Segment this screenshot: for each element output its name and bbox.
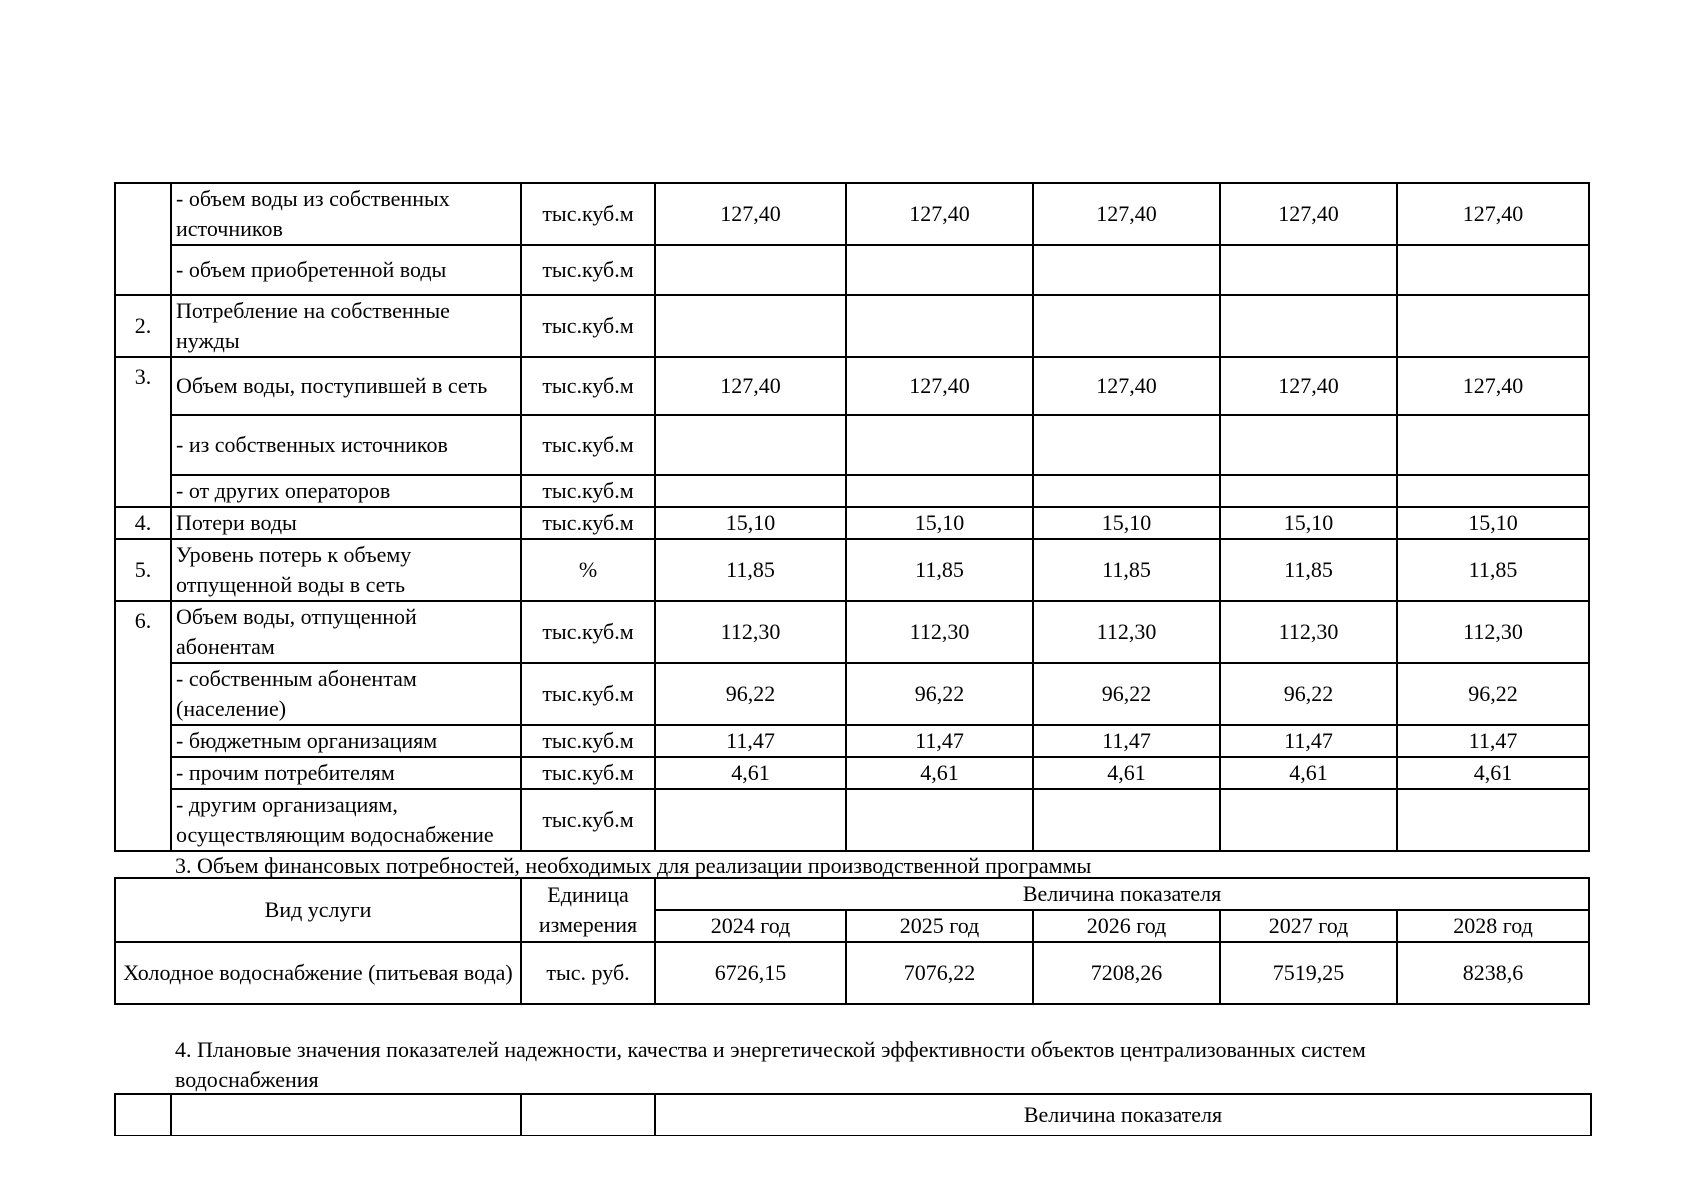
indicator-label-cell: - объем приобретенной воды — [171, 245, 521, 295]
value-cell: 11,85 — [1033, 539, 1220, 601]
value-cell — [1397, 415, 1589, 475]
indicator-label-cell: - собственным абонентам (население) — [171, 663, 521, 725]
indicator-label-cell: - из собственных источников — [171, 415, 521, 475]
value-cell — [1397, 789, 1589, 851]
value-cell: 11,47 — [1033, 725, 1220, 757]
value-cell — [1220, 295, 1397, 357]
year-header: 2024 год — [655, 910, 846, 942]
value-cell — [655, 415, 846, 475]
year-header: 2027 год — [1220, 910, 1397, 942]
col-value-header: Величина показателя — [655, 878, 1589, 910]
row-number-cell: 4. — [115, 507, 171, 539]
value-cell: 4,61 — [846, 757, 1033, 789]
value-cell: 127,40 — [1397, 357, 1589, 415]
value-cell — [1397, 295, 1589, 357]
value-cell — [1220, 415, 1397, 475]
table-row — [115, 789, 1589, 851]
value-cell — [655, 475, 846, 507]
unit-cell: тыс.куб.м — [521, 183, 655, 245]
value-cell: 4,61 — [1033, 757, 1220, 789]
value-cell: 127,40 — [1033, 183, 1220, 245]
value-cell: 7208,26 — [1033, 942, 1220, 1004]
unit-cell: тыс.куб.м — [521, 725, 655, 757]
value-cell: 112,30 — [655, 601, 846, 663]
indicator-label-cell: - от других операторов — [171, 475, 521, 507]
value-cell: 11,47 — [655, 725, 846, 757]
value-cell: 11,47 — [1220, 725, 1397, 757]
value-cell — [655, 295, 846, 357]
value-cell: 4,61 — [655, 757, 846, 789]
value-cell: 127,40 — [1220, 357, 1397, 415]
value-cell — [846, 415, 1033, 475]
value-cell: 127,40 — [846, 183, 1033, 245]
table-row — [115, 601, 1589, 663]
value-cell — [846, 475, 1033, 507]
value-cell: 15,10 — [655, 507, 846, 539]
indicator-label-cell: Потери воды — [171, 507, 521, 539]
financial-needs-table — [114, 877, 1590, 1005]
page-bottom-blank — [0, 1136, 1698, 1200]
indicator-label-cell: - другим организациям, осуществляющим водоснабжение — [171, 789, 521, 851]
value-cell: 96,22 — [1220, 663, 1397, 725]
table-row — [115, 539, 1589, 601]
value-cell: 4,61 — [1220, 757, 1397, 789]
value-cell: 7519,25 — [1220, 942, 1397, 1004]
unit-cell: тыс.куб.м — [521, 245, 655, 295]
value-cell: 8238,6 — [1397, 942, 1589, 1004]
unit-cell: тыс.куб.м — [521, 507, 655, 539]
indicator-label-cell: Потребление на собственные нужды — [171, 295, 521, 357]
value-cell — [655, 789, 846, 851]
row-number-cell: 5. — [115, 539, 171, 601]
value-cell: 96,22 — [655, 663, 846, 725]
indicator-label-cell: Объем воды, поступившей в сеть — [171, 357, 521, 415]
number-header — [115, 1094, 171, 1136]
value-cell: 127,40 — [655, 183, 846, 245]
table-row — [115, 415, 1589, 475]
value-cell — [846, 295, 1033, 357]
row-number-cell: 2. — [115, 295, 171, 357]
value-cell: 11,85 — [1220, 539, 1397, 601]
value-cell — [846, 245, 1033, 295]
value-cell — [1220, 475, 1397, 507]
year-header: 2025 год — [846, 910, 1033, 942]
value-cell — [1220, 789, 1397, 851]
col-unit-header: Единица измерения — [521, 878, 655, 942]
value-cell — [1397, 475, 1589, 507]
value-cell — [1033, 295, 1220, 357]
year-header: 2028 год — [1397, 910, 1589, 942]
value-cell — [1033, 415, 1220, 475]
value-cell: 15,10 — [846, 507, 1033, 539]
row-number-cell — [115, 183, 171, 295]
value-cell — [1397, 245, 1589, 295]
table-row — [115, 507, 1589, 539]
value-cell: 15,10 — [1220, 507, 1397, 539]
value-cell: 7076,22 — [846, 942, 1033, 1004]
row-number-cell: 6. — [115, 601, 171, 851]
table-row — [115, 245, 1589, 295]
value-cell: 127,40 — [655, 357, 846, 415]
service-name-cell: Холодное водоснабжение (питьевая вода) — [115, 942, 521, 1004]
value-cell: 4,61 — [1397, 757, 1589, 789]
indicator-label-cell: - бюджетным организациям — [171, 725, 521, 757]
unit-cell: % — [521, 539, 655, 601]
unit-cell: тыс.куб.м — [521, 475, 655, 507]
indicator-label-cell: Уровень потерь к объему отпущенной воды в сеть — [171, 539, 521, 601]
value-cell: 127,40 — [1033, 357, 1220, 415]
unit-cell: тыс. руб. — [521, 942, 655, 1004]
value-cell — [1220, 245, 1397, 295]
table-row — [115, 663, 1589, 725]
year-header: 2026 год — [1033, 910, 1220, 942]
value-cell: 112,30 — [1397, 601, 1589, 663]
indicator-header — [171, 1094, 521, 1136]
value-cell: 11,85 — [1397, 539, 1589, 601]
value-cell — [846, 789, 1033, 851]
table-row — [115, 183, 1589, 245]
value-cell: 96,22 — [1397, 663, 1589, 725]
table-row — [115, 475, 1589, 507]
section-4-heading: 4. Плановые значения показателей надежности, качества и энергетической эффективности объектов централизованных систем водоснабжения — [175, 1037, 1366, 1092]
indicator-label-cell: Объем воды, отпущенной абонентам — [171, 601, 521, 663]
value-cell: 112,30 — [1033, 601, 1220, 663]
value-cell: 11,85 — [846, 539, 1033, 601]
value-cell: 127,40 — [1220, 183, 1397, 245]
table-body — [115, 183, 1589, 851]
unit-cell: тыс.куб.м — [521, 295, 655, 357]
reliability-indicators-table — [114, 1093, 1592, 1137]
production-program-table — [114, 182, 1590, 852]
value-cell — [655, 245, 846, 295]
col-service-header: Вид услуги — [115, 878, 521, 942]
indicator-label-cell: - прочим потребителям — [171, 757, 521, 789]
unit-header — [521, 1094, 655, 1136]
unit-cell: тыс.куб.м — [521, 601, 655, 663]
value-cell — [1033, 245, 1220, 295]
unit-cell: тыс.куб.м — [521, 789, 655, 851]
table-row — [115, 295, 1589, 357]
unit-cell: тыс.куб.м — [521, 757, 655, 789]
value-cell: 127,40 — [846, 357, 1033, 415]
table-row — [115, 757, 1589, 789]
value-cell: 11,47 — [846, 725, 1033, 757]
table-row — [115, 725, 1589, 757]
value-cell: 11,47 — [1397, 725, 1589, 757]
indicator-label-cell: - объем воды из собственных источников — [171, 183, 521, 245]
row-number-cell: 3. — [115, 357, 171, 507]
table-row — [115, 357, 1589, 415]
value-cell: 112,30 — [846, 601, 1033, 663]
value-cell: 6726,15 — [655, 942, 846, 1004]
col-value-header: Величина показателя — [655, 1094, 1591, 1136]
value-cell: 96,22 — [846, 663, 1033, 725]
unit-cell: тыс.куб.м — [521, 357, 655, 415]
value-cell — [1033, 475, 1220, 507]
value-cell: 15,10 — [1397, 507, 1589, 539]
value-cell: 96,22 — [1033, 663, 1220, 725]
unit-cell: тыс.куб.м — [521, 663, 655, 725]
unit-cell: тыс.куб.м — [521, 415, 655, 475]
section-3-heading: 3. Объем финансовых потребностей, необходимых для реализации производственной программы — [175, 853, 1092, 878]
value-cell: 127,40 — [1397, 183, 1589, 245]
value-cell: 112,30 — [1220, 601, 1397, 663]
value-cell — [1033, 789, 1220, 851]
value-cell: 11,85 — [655, 539, 846, 601]
value-cell: 15,10 — [1033, 507, 1220, 539]
